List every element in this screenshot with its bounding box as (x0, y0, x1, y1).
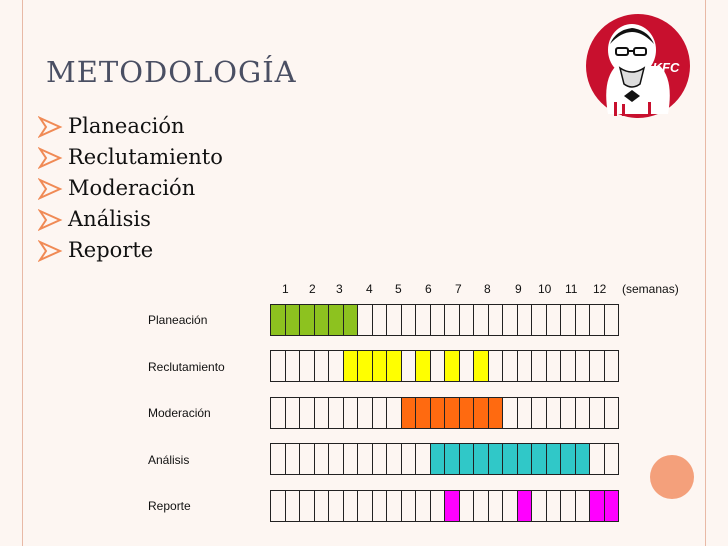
gantt-cell (590, 490, 605, 522)
gantt-cell (532, 490, 547, 522)
gantt-cell (329, 443, 344, 475)
bullet-arrow-icon (38, 207, 64, 233)
gantt-cell (460, 443, 475, 475)
gantt-cell (474, 490, 489, 522)
gantt-cell (576, 350, 591, 382)
gantt-cell (329, 397, 344, 429)
gantt-row-label: Análisis (148, 453, 190, 467)
decorative-circle (650, 455, 694, 499)
gantt-cell (474, 304, 489, 336)
week-label: 4 (366, 282, 373, 296)
gantt-cell (373, 304, 388, 336)
bullet-item (38, 204, 223, 235)
gantt-cell (271, 443, 286, 475)
frame-left-line (22, 0, 23, 546)
gantt-row-grid (270, 443, 619, 475)
gantt-cell (532, 304, 547, 336)
gantt-cell (532, 397, 547, 429)
gantt-cell (402, 443, 417, 475)
gantt-cell (271, 350, 286, 382)
gantt-cell (518, 397, 533, 429)
gantt-cell (590, 443, 605, 475)
gantt-cell (329, 350, 344, 382)
gantt-cell (358, 304, 373, 336)
gantt-cell (416, 490, 431, 522)
gantt-cell (344, 443, 359, 475)
gantt-cell (532, 350, 547, 382)
gantt-cell (416, 304, 431, 336)
gantt-cell (474, 443, 489, 475)
gantt-cell (503, 443, 518, 475)
gantt-cell (445, 490, 460, 522)
gantt-cell (358, 350, 373, 382)
week-label: 8 (484, 282, 491, 296)
gantt-cell (387, 304, 402, 336)
gantt-cell (503, 397, 518, 429)
bullet-arrow-icon (38, 176, 64, 202)
gantt-cell (547, 350, 562, 382)
gantt-cell (518, 443, 533, 475)
gantt-row-label: Reporte (148, 499, 191, 513)
gantt-cell (387, 350, 402, 382)
gantt-cell (460, 397, 475, 429)
week-label: 1 (282, 282, 289, 296)
gantt-cell (576, 397, 591, 429)
gantt-cell (300, 304, 315, 336)
gantt-cell (489, 304, 504, 336)
gantt-cell (460, 490, 475, 522)
gantt-cell (460, 350, 475, 382)
gantt-cell (532, 443, 547, 475)
gantt-cell (474, 350, 489, 382)
gantt-cell (590, 304, 605, 336)
gantt-cell (344, 350, 359, 382)
gantt-cell (489, 397, 504, 429)
bullet-list (38, 111, 223, 266)
gantt-cell (344, 304, 359, 336)
gantt-cell (344, 490, 359, 522)
gantt-cell (358, 443, 373, 475)
gantt-cell (344, 397, 359, 429)
gantt-cell (329, 304, 344, 336)
gantt-cell (300, 397, 315, 429)
gantt-cell (315, 304, 330, 336)
bullet-item (38, 173, 223, 204)
week-label: 3 (336, 282, 343, 296)
gantt-row-grid (270, 490, 619, 522)
gantt-cell (300, 490, 315, 522)
gantt-cell (547, 397, 562, 429)
week-label: 11 (565, 282, 578, 296)
gantt-cell (590, 397, 605, 429)
gantt-cell (518, 350, 533, 382)
gantt-cell (271, 397, 286, 429)
gantt-cell (561, 304, 576, 336)
slide-title: METODOLOGÍA (46, 55, 297, 89)
gantt-cell (605, 350, 620, 382)
gantt-cell (503, 304, 518, 336)
week-label: 2 (309, 282, 316, 296)
gantt-cell (300, 350, 315, 382)
gantt-row-label: Reclutamiento (148, 360, 225, 374)
bullet-text: Planeación (68, 114, 185, 138)
bullet-text: Moderación (68, 176, 196, 200)
gantt-cell (373, 490, 388, 522)
gantt-cell (518, 304, 533, 336)
bullet-item (38, 235, 223, 266)
gantt-cell (445, 304, 460, 336)
gantt-cell (416, 397, 431, 429)
gantt-row-label: Moderación (148, 406, 211, 420)
gantt-cell (460, 304, 475, 336)
gantt-cell (445, 443, 460, 475)
gantt-cell (518, 490, 533, 522)
gantt-cell (576, 443, 591, 475)
gantt-cell (373, 443, 388, 475)
gantt-cell (271, 490, 286, 522)
gantt-cell (605, 443, 620, 475)
gantt-cell (387, 490, 402, 522)
gantt-cell (431, 490, 446, 522)
gantt-cell (605, 304, 620, 336)
gantt-cell (561, 350, 576, 382)
gantt-cell (315, 397, 330, 429)
gantt-cell (431, 304, 446, 336)
gantt-cell (358, 397, 373, 429)
week-label: 5 (395, 282, 402, 296)
units-label: (semanas) (622, 282, 679, 296)
gantt-cell (547, 490, 562, 522)
logo-text: KFC (652, 60, 680, 75)
bullet-text: Reporte (68, 238, 154, 262)
gantt-row-label: Planeación (148, 313, 208, 327)
week-label: 6 (425, 282, 432, 296)
gantt-cell (416, 350, 431, 382)
week-label: 9 (515, 282, 522, 296)
bullet-text: Análisis (68, 207, 151, 231)
bullet-text: Reclutamiento (68, 145, 223, 169)
gantt-cell (286, 490, 301, 522)
bullet-item (38, 111, 223, 142)
gantt-cell (387, 397, 402, 429)
gantt-row-grid (270, 350, 619, 382)
gantt-cell (402, 350, 417, 382)
gantt-cell (416, 443, 431, 475)
frame-right-line (705, 0, 706, 546)
gantt-cell (547, 443, 562, 475)
gantt-cell (373, 397, 388, 429)
gantt-cell (271, 304, 286, 336)
kfc-logo-icon (582, 10, 694, 122)
gantt-cell (590, 350, 605, 382)
bullet-arrow-icon (38, 145, 64, 171)
gantt-cell (286, 397, 301, 429)
gantt-cell (561, 397, 576, 429)
gantt-cell (431, 350, 446, 382)
gantt-cell (286, 304, 301, 336)
gantt-cell (402, 304, 417, 336)
gantt-cell (373, 350, 388, 382)
gantt-cell (561, 490, 576, 522)
gantt-cell (503, 350, 518, 382)
gantt-cell (489, 443, 504, 475)
gantt-cell (358, 490, 373, 522)
gantt-cell (489, 490, 504, 522)
bullet-arrow-icon (38, 238, 64, 264)
gantt-cell (286, 443, 301, 475)
gantt-cell (300, 443, 315, 475)
gantt-cell (431, 397, 446, 429)
gantt-cell (605, 397, 620, 429)
gantt-cell (445, 397, 460, 429)
gantt-cell (445, 350, 460, 382)
gantt-cell (286, 350, 301, 382)
gantt-cell (503, 490, 518, 522)
gantt-row-grid (270, 304, 619, 336)
gantt-cell (315, 443, 330, 475)
gantt-cell (315, 350, 330, 382)
gantt-cell (576, 304, 591, 336)
gantt-cell (402, 397, 417, 429)
gantt-row-grid (270, 397, 619, 429)
gantt-cell (547, 304, 562, 336)
gantt-cell (489, 350, 504, 382)
week-label: 10 (538, 282, 552, 296)
gantt-cell (431, 443, 446, 475)
gantt-cell (387, 443, 402, 475)
gantt-cell (474, 397, 489, 429)
gantt-cell (329, 490, 344, 522)
gantt-cell (576, 490, 591, 522)
gantt-cell (402, 490, 417, 522)
gantt-cell (561, 443, 576, 475)
week-label: 12 (593, 282, 607, 296)
gantt-cell (315, 490, 330, 522)
bullet-item (38, 142, 223, 173)
gantt-cell (605, 490, 620, 522)
bullet-arrow-icon (38, 114, 64, 140)
week-label: 7 (455, 282, 462, 296)
